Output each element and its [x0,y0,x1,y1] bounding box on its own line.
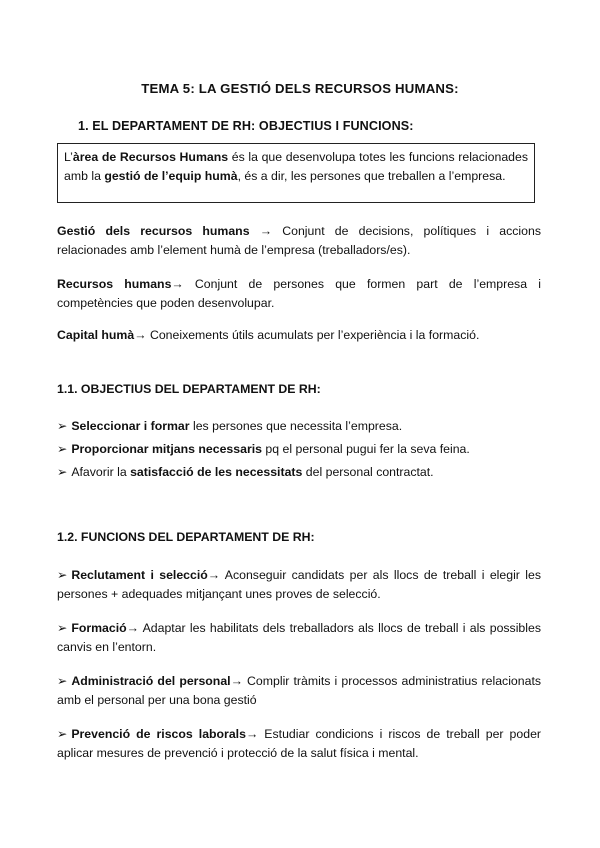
function-item [57,619,541,657]
arrow-separator: → [230,674,248,688]
arrow-bullet-icon: ➢ [57,419,68,433]
function-text: Aconseguir candidats per als llocs de treball i elegir les persones + adequades mitjançant unes proves de selecció. [57,568,541,601]
arrow-bullet-icon: ➢ [57,674,68,688]
definition-term: Capital humà [57,328,135,342]
arrow-separator: → [171,277,195,291]
function-item [57,725,541,763]
definition-paragraph [57,222,541,260]
objective-bold: Seleccionar i formar [71,419,190,433]
objective-text: les persones que necessita l’empresa. [189,419,403,433]
function-text: Complir tràmits i processos administratius relacionats amb el personal per una bona gestió [57,674,542,707]
function-item [57,566,541,604]
document-title: TEMA 5: LA GESTIÓ DELS RECURSOS HUMANS: [141,81,459,96]
arrow-bullet-icon: ➢ [57,442,68,456]
intro-text: L’ [64,150,73,164]
arrow-separator: → [126,621,143,635]
objective-item [57,463,541,482]
definition-text: Conjunt de persones que formen part de l’empresa i competències que poden desenvolupar. [57,277,541,310]
function-item [57,672,541,710]
function-bold: Administració del personal [71,674,231,688]
objective-text: Afavorir la [71,465,131,479]
definition-text: Conjunt de decisions, polítiques i accions relacionades amb l’element humà de l’empresa (treballadors/es). [57,224,541,257]
definition-term: Gestió dels recursos humans [57,224,250,238]
function-text: Adaptar les habilitats dels treballadors als llocs de treball i als possibles canvis en l’entorn. [57,621,541,654]
section-heading-1-1: 1.1. OBJECTIUS DEL DEPARTAMENT DE RH: [57,382,321,396]
intro-bold-term: àrea de Recursos Humans [72,150,229,164]
arrow-bullet-icon: ➢ [57,465,68,479]
section-heading-1: 1. EL DEPARTAMENT DE RH: OBJECTIUS I FUNCIONS: [78,119,414,133]
objective-text: pq el personal pugui fer la seva feina. [262,442,470,456]
objective-bold: satisfacció de les necessitats [130,465,303,479]
intro-text: és la que desenvolupa totes les funcions relacionades amb la [64,150,528,183]
arrow-separator: → [134,328,150,342]
arrow-bullet-icon: ➢ [57,568,68,582]
arrow-separator: → [249,224,283,238]
objective-bold: Proporcionar mitjans necessaris [71,442,262,456]
function-bold: Prevenció de riscos laborals [71,727,246,741]
objective-text: del personal contractat. [302,465,434,479]
function-text: Estudiar condicions i riscos de treball per poder aplicar mesures de prevenció i protecció de la salut física i mental. [57,727,541,760]
section-heading-1-2: 1.2. FUNCIONS DEL DEPARTAMENT DE RH: [57,530,315,544]
definition-paragraph [57,275,541,313]
intro-box [57,143,535,203]
arrow-bullet-icon: ➢ [57,621,68,635]
objective-item [57,440,541,459]
function-bold: Reclutament i selecció [71,568,208,582]
definition-paragraph [57,326,541,345]
objective-item [57,417,541,436]
arrow-separator: → [207,568,225,582]
arrow-bullet-icon: ➢ [57,727,68,741]
intro-bold-term: gestió de l’equip humà [104,169,238,183]
intro-text: , és a dir, les persones que treballen a l’empresa. [237,169,506,183]
arrow-separator: → [245,727,265,741]
function-bold: Formació [71,621,127,635]
definition-text: Coneixements útils acumulats per l’experiència i la formació. [149,328,480,342]
definition-term: Recursos humans [57,277,172,291]
